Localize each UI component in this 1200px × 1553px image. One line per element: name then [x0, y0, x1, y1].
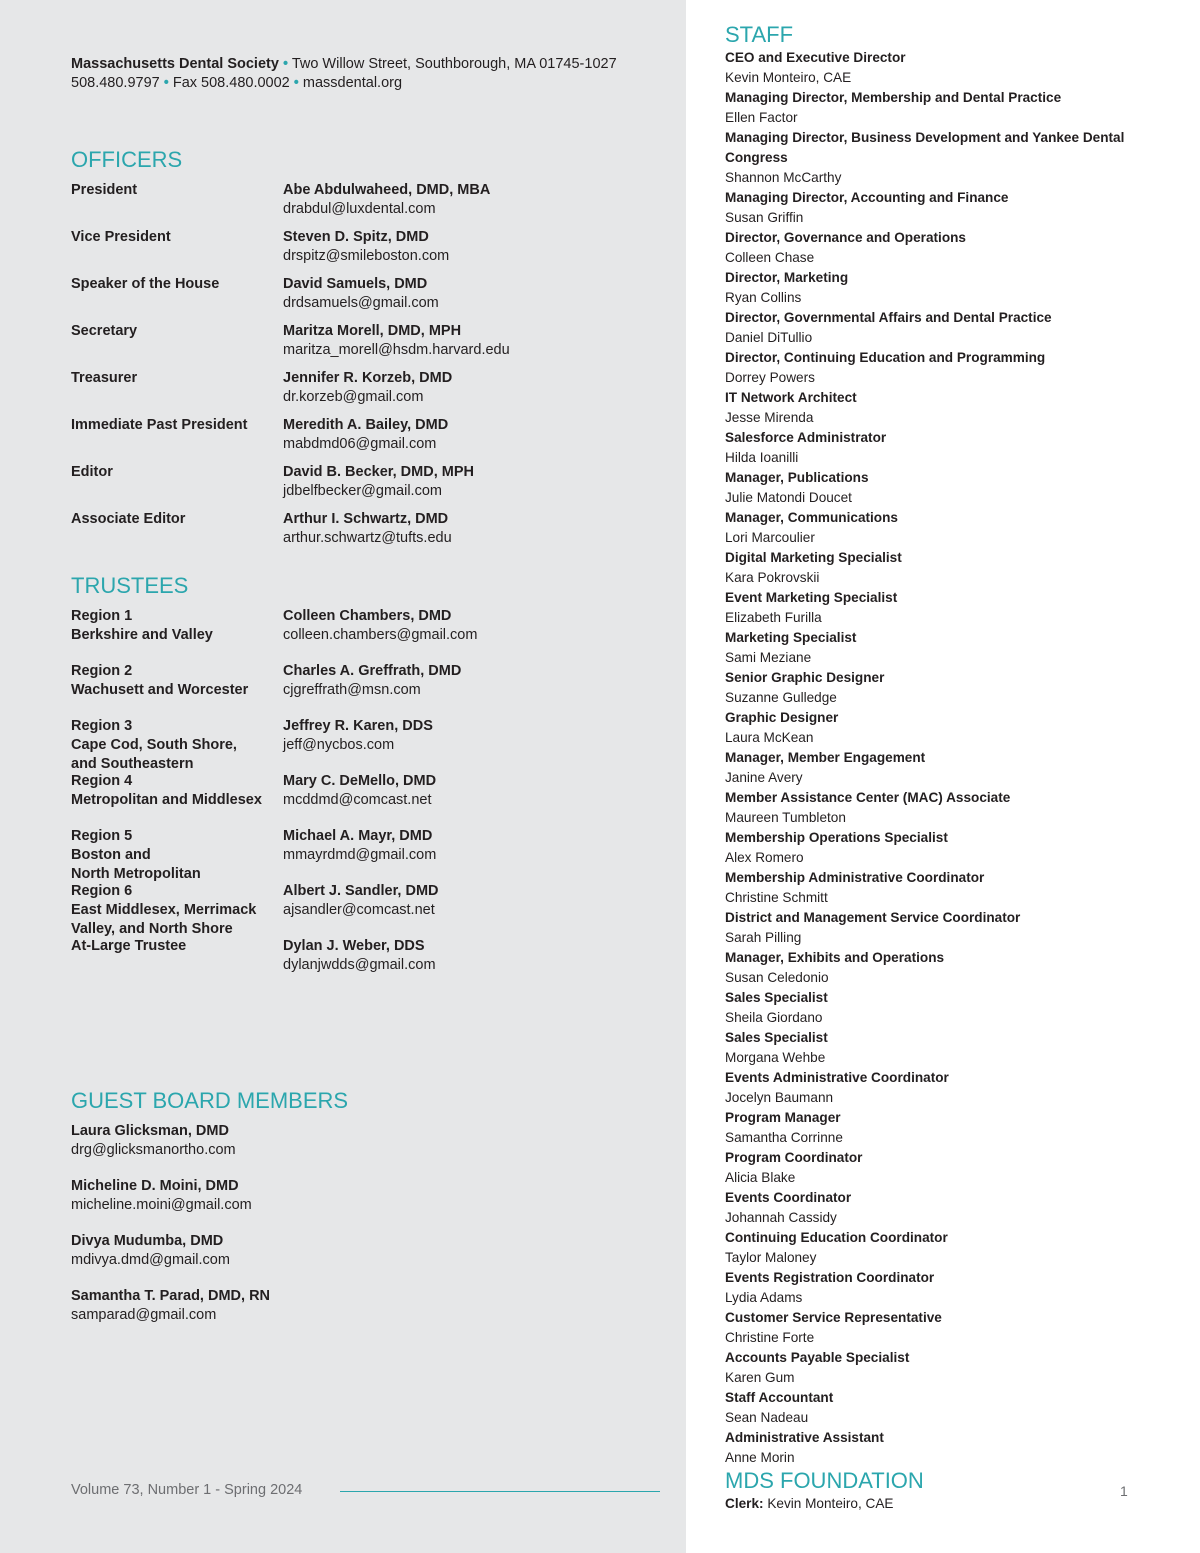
guest-name: Micheline D. Moini, DMD — [71, 1178, 239, 1194]
entry-role: Region 3 Cape Cod, South Shore, and Southeastern — [71, 718, 237, 772]
staff-name: Sarah Pilling — [725, 930, 802, 945]
person-name: Albert J. Sandler, DMD — [283, 883, 439, 899]
entry-role: Region 2 Wachusett and Worcester — [71, 663, 249, 698]
staff-name: Ryan Collins — [725, 290, 802, 305]
staff-position: Administrative Assistant — [725, 1430, 884, 1445]
staff-name: Anne Morin — [725, 1450, 795, 1465]
right-column — [725, 22, 1175, 1514]
directory-entry — [71, 228, 671, 266]
trustees-list — [71, 607, 671, 975]
entry-role: Region 5 Boston and North Metropolitan — [71, 828, 201, 882]
guest-name: Samantha T. Parad, DMD, RN — [71, 1288, 271, 1304]
email-link[interactable]: drdsamuels@gmail.com — [283, 295, 439, 311]
guest-member — [71, 1122, 270, 1160]
directory-entry — [71, 662, 671, 700]
staff-position: Director, Continuing Education and Programming — [725, 350, 1046, 365]
staff-position: Managing Director, Accounting and Finance — [725, 190, 1009, 205]
staff-name: Laura McKean — [725, 730, 814, 745]
staff-name: Maureen Tumbleton — [725, 810, 846, 825]
directory-entry — [71, 181, 671, 219]
address-line-2 — [71, 74, 617, 93]
entry-role: At-Large Trustee — [71, 938, 187, 954]
staff-name: Johannah Cassidy — [725, 1210, 837, 1225]
staff-position: Events Coordinator — [725, 1190, 852, 1205]
staff-name: Susan Griffin — [725, 210, 804, 225]
staff-position: Member Assistance Center (MAC) Associate — [725, 790, 1011, 805]
staff-position: Graphic Designer — [725, 710, 839, 725]
person-name: Jeffrey R. Karen, DDS — [283, 718, 433, 734]
staff-name: Jocelyn Baumann — [725, 1090, 834, 1105]
staff-name: Suzanne Gulledge — [725, 690, 837, 705]
email-link[interactable]: ajsandler@comcast.net — [283, 902, 435, 918]
staff-position: CEO and Executive Director — [725, 50, 906, 65]
staff-position: Manager, Exhibits and Operations — [725, 950, 945, 965]
directory-entry — [71, 322, 671, 360]
staff-position: Manager, Publications — [725, 470, 869, 485]
staff-position: Senior Graphic Designer — [725, 670, 885, 685]
staff-position: Program Coordinator — [725, 1150, 863, 1165]
staff-position: Membership Administrative Coordinator — [725, 870, 985, 885]
entry-role: Associate Editor — [71, 511, 186, 527]
entry-person — [283, 369, 671, 407]
guest-member — [71, 1177, 270, 1215]
directory-entry — [71, 275, 671, 313]
entry-role: Region 1 Berkshire and Valley — [71, 608, 213, 643]
email-link[interactable]: samparad@gmail.com — [71, 1307, 217, 1323]
staff-name: Sean Nadeau — [725, 1410, 809, 1425]
email-link[interactable]: drspitz@smileboston.com — [283, 248, 450, 264]
staff-position: Events Registration Coordinator — [725, 1270, 935, 1285]
person-name: Dylan J. Weber, DDS — [283, 938, 425, 954]
staff-position: Staff Accountant — [725, 1390, 834, 1405]
staff-name: Elizabeth Furilla — [725, 610, 822, 625]
email-link[interactable]: mmayrdmd@gmail.com — [283, 847, 437, 863]
staff-position: Membership Operations Specialist — [725, 830, 948, 845]
staff-position: Digital Marketing Specialist — [725, 550, 902, 565]
entry-role: Secretary — [71, 323, 138, 339]
separator-dot: • — [293, 75, 299, 91]
staff-name: Taylor Maloney — [725, 1250, 817, 1265]
entry-role: Treasurer — [71, 370, 138, 386]
email-link[interactable]: mdivya.dmd@gmail.com — [71, 1252, 230, 1268]
staff-name: Janine Avery — [725, 770, 803, 785]
staff-position: Salesforce Administrator — [725, 430, 887, 445]
staff-position: Manager, Member Engagement — [725, 750, 926, 765]
person-name: Abe Abdulwaheed, DMD, MBA — [283, 182, 491, 198]
footer-rule — [340, 1491, 660, 1492]
entry-person — [283, 937, 671, 975]
staff-name: Morgana Wehbe — [725, 1050, 826, 1065]
email-link[interactable]: dylanjwdds@gmail.com — [283, 957, 436, 973]
staff-name: Christine Forte — [725, 1330, 815, 1345]
staff-position: Manager, Communications — [725, 510, 898, 525]
officers-heading: OFFICERS — [71, 147, 183, 172]
email-link[interactable]: jeff@nycbos.com — [283, 737, 395, 753]
officers-list — [71, 181, 671, 548]
staff-name: Colleen Chase — [725, 250, 815, 265]
directory-entry — [71, 717, 671, 772]
staff-name: Kevin Monteiro, CAE — [725, 70, 852, 85]
email-link[interactable]: drabdul@luxdental.com — [283, 201, 436, 217]
entry-person — [283, 717, 671, 755]
clerk-name: Kevin Monteiro, CAE — [767, 1496, 894, 1511]
person-name: David Samuels, DMD — [283, 276, 428, 292]
person-name: Steven D. Spitz, DMD — [283, 229, 429, 245]
org-address-block — [71, 55, 617, 93]
clerk-label: Clerk: — [725, 1496, 764, 1511]
staff-position: IT Network Architect — [725, 390, 857, 405]
directory-entry — [71, 510, 671, 548]
foundation-clerk — [725, 1494, 1175, 1514]
person-name: Michael A. Mayr, DMD — [283, 828, 433, 844]
staff-position: Accounts Payable Specialist — [725, 1350, 910, 1365]
directory-entry — [71, 607, 671, 645]
email-link[interactable]: arthur.schwartz@tufts.edu — [283, 530, 452, 546]
directory-entry — [71, 827, 671, 882]
email-link[interactable]: mcddmd@comcast.net — [283, 792, 432, 808]
person-name: Arthur I. Schwartz, DMD — [283, 511, 449, 527]
entry-role: Editor — [71, 464, 113, 480]
person-name: David B. Becker, DMD, MPH — [283, 464, 474, 480]
staff-name: Alicia Blake — [725, 1170, 796, 1185]
entry-role: Speaker of the House — [71, 276, 220, 292]
staff-name: Julie Matondi Doucet — [725, 490, 852, 505]
staff-position: Customer Service Representative — [725, 1310, 942, 1325]
staff-name: Hilda Ioanilli — [725, 450, 799, 465]
staff-position: Managing Director, Membership and Dental Practice — [725, 90, 1062, 105]
entry-person — [283, 827, 671, 865]
staff-position: Event Marketing Specialist — [725, 590, 898, 605]
trustees-heading: TRUSTEES — [71, 573, 189, 598]
address-line-1 — [71, 55, 617, 74]
email-link[interactable]: maritza_morell@hsdm.harvard.edu — [283, 342, 510, 358]
separator-dot: • — [163, 75, 169, 91]
entry-person — [283, 882, 671, 920]
person-name: Jennifer R. Korzeb, DMD — [283, 370, 453, 386]
person-name: Maritza Morell, DMD, MPH — [283, 323, 462, 339]
staff-name: Kara Pokrovskii — [725, 570, 820, 585]
staff-position: Marketing Specialist — [725, 630, 857, 645]
guest-board-list — [71, 1122, 270, 1342]
staff-position: Sales Specialist — [725, 1030, 828, 1045]
staff-name: Dorrey Powers — [725, 370, 815, 385]
directory-entry — [71, 937, 671, 975]
directory-entry — [71, 416, 671, 454]
entry-person — [283, 228, 671, 266]
person-name: Colleen Chambers, DMD — [283, 608, 452, 624]
volume-info: Volume 73, Number 1 - Spring 2024 — [71, 1482, 303, 1498]
entry-person — [283, 463, 671, 501]
guest-board-heading: GUEST BOARD MEMBERS — [71, 1088, 349, 1113]
staff-position: Sales Specialist — [725, 990, 828, 1005]
website-link[interactable]: massdental.org — [302, 75, 403, 91]
entry-person — [283, 772, 671, 810]
staff-name: Daniel DiTullio — [725, 330, 813, 345]
person-name: Charles A. Greffrath, DMD — [283, 663, 462, 679]
entry-person — [283, 181, 671, 219]
staff-list — [725, 48, 1175, 1468]
staff-position: Events Administrative Coordinator — [725, 1070, 949, 1085]
staff-name: Samantha Corrinne — [725, 1130, 843, 1145]
staff-position: Program Manager — [725, 1110, 841, 1125]
email-link[interactable]: colleen.chambers@gmail.com — [283, 627, 478, 643]
entry-person — [283, 607, 671, 645]
staff-name: Sami Meziane — [725, 650, 812, 665]
staff-name: Alex Romero — [725, 850, 804, 865]
staff-name: Lori Marcoulier — [725, 530, 815, 545]
staff-position: Continuing Education Coordinator — [725, 1230, 948, 1245]
email-link[interactable]: micheline.moini@gmail.com — [71, 1197, 252, 1213]
directory-entry — [71, 463, 671, 501]
staff-name: Jesse Mirenda — [725, 410, 814, 425]
email-link[interactable]: mabdmd06@gmail.com — [283, 436, 437, 452]
person-name: Meredith A. Bailey, DMD — [283, 417, 449, 433]
email-link[interactable]: drg@glicksmanortho.com — [71, 1142, 236, 1158]
guest-member — [71, 1287, 270, 1325]
directory-entry — [71, 882, 671, 937]
directory-entry — [71, 369, 671, 407]
staff-position: District and Management Service Coordinator — [725, 910, 1021, 925]
guest-name: Divya Mudumba, DMD — [71, 1233, 224, 1249]
entry-role: Vice President — [71, 229, 171, 245]
staff-name: Susan Celedonio — [725, 970, 829, 985]
foundation-heading: MDS FOUNDATION — [725, 1468, 924, 1493]
staff-position: Director, Marketing — [725, 270, 849, 285]
phone: 508.480.9797 — [71, 75, 160, 91]
entry-person — [283, 510, 671, 548]
entry-role: Region 6 East Middlesex, Merrimack Valley, and North Shore — [71, 883, 257, 937]
email-link[interactable]: jdbelfbecker@gmail.com — [283, 483, 442, 499]
street-address: Two Willow Street, Southborough, MA 01745-1027 — [291, 56, 617, 72]
staff-name: Ellen Factor — [725, 110, 798, 125]
email-link[interactable]: cjgreffrath@msn.com — [283, 682, 421, 698]
staff-name: Shannon McCarthy — [725, 170, 842, 185]
org-name: Massachusetts Dental Society — [71, 56, 279, 72]
entry-person — [283, 322, 671, 360]
directory-entry — [71, 772, 671, 810]
entry-role: President — [71, 182, 138, 198]
page-number: 1 — [1120, 1483, 1128, 1499]
email-link[interactable]: dr.korzeb@gmail.com — [283, 389, 424, 405]
entry-person — [283, 275, 671, 313]
entry-role: Region 4 Metropolitan and Middlesex — [71, 773, 262, 808]
staff-name: Sheila Giordano — [725, 1010, 823, 1025]
person-name: Mary C. DeMello, DMD — [283, 773, 437, 789]
staff-position: Director, Governmental Affairs and Dental Practice — [725, 310, 1052, 325]
staff-position: Director, Governance and Operations — [725, 230, 966, 245]
separator-dot: • — [282, 56, 289, 72]
fax: Fax 508.480.0002 — [172, 75, 290, 91]
guest-member — [71, 1232, 270, 1270]
entry-role: Immediate Past President — [71, 417, 248, 433]
staff-name: Lydia Adams — [725, 1290, 803, 1305]
entry-person — [283, 662, 671, 700]
staff-heading: STAFF — [725, 22, 794, 47]
entry-person — [283, 416, 671, 454]
staff-position: Managing Director, Business Development and Yankee Dental Congress — [725, 130, 1125, 165]
staff-name: Karen Gum — [725, 1370, 795, 1385]
staff-name: Christine Schmitt — [725, 890, 828, 905]
guest-name: Laura Glicksman, DMD — [71, 1123, 229, 1139]
